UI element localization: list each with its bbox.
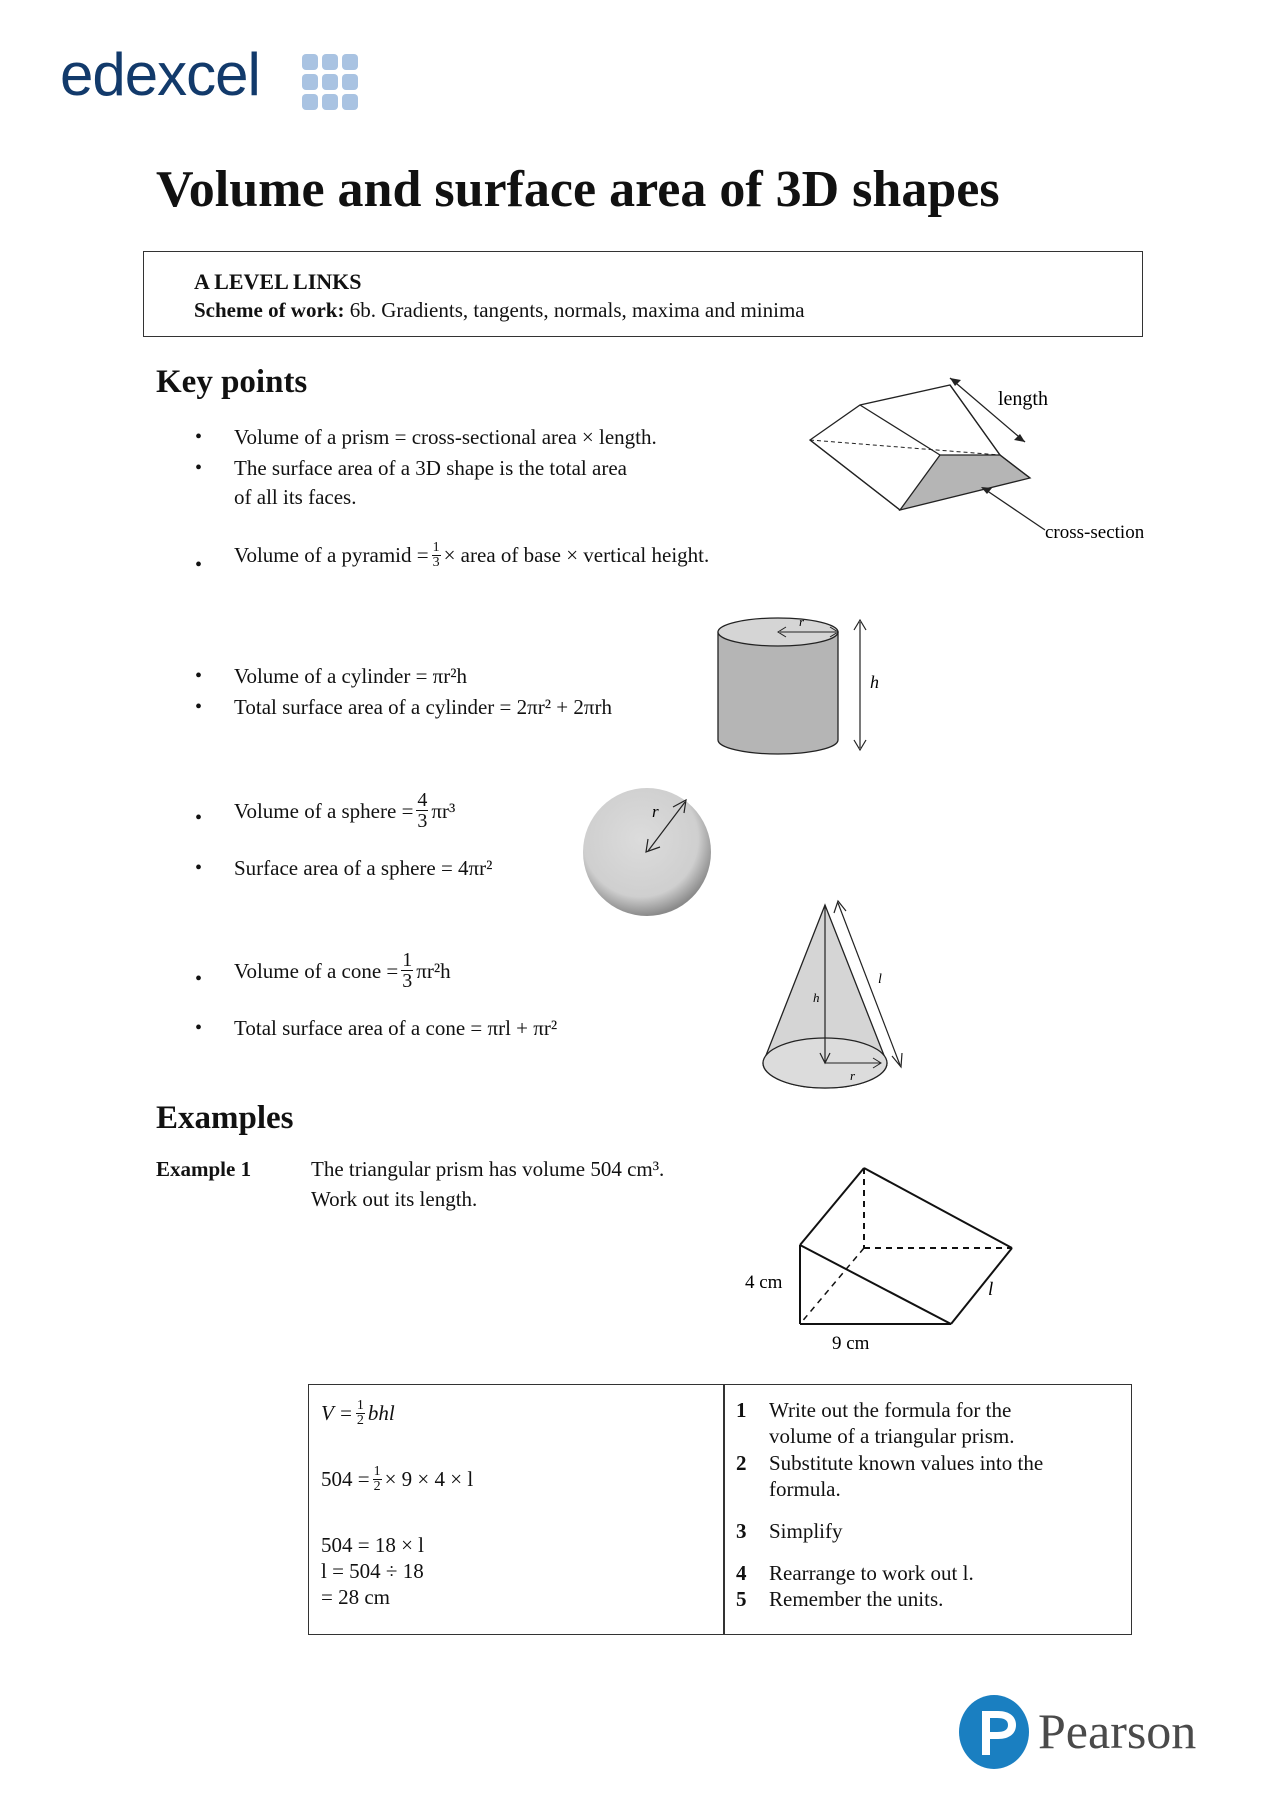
step-text: Remember the units.: [769, 1587, 944, 1611]
work-line-1: [321, 1399, 395, 1428]
prism-length-label: length: [998, 388, 1048, 410]
step-number: 3: [736, 1519, 747, 1543]
cone-volume-pre: Volume of a cone =: [234, 958, 399, 983]
step-text: Rearrange to work out l.: [769, 1561, 974, 1585]
example-1-line2: Work out its length.: [311, 1187, 478, 1211]
prism-cross-section-label: cross-section: [1045, 522, 1145, 543]
pyramid-fraction: [432, 541, 441, 570]
triangular-prism-diagram: [740, 1160, 1030, 1355]
cylinder-volume-text: Volume of a cylinder = πr²h: [234, 664, 468, 688]
step-number: 5: [736, 1587, 747, 1611]
sphere-r-label: r: [652, 802, 659, 821]
sphere-volume-post: πr³: [431, 798, 456, 823]
tri-length-label: l: [988, 1279, 994, 1300]
cylinder-diagram: [712, 612, 892, 762]
sphere-volume-pre: Volume of a sphere =: [234, 798, 414, 823]
edexcel-logo-text: edexcel: [60, 41, 260, 108]
work-line-2-pre: 504 =: [321, 1467, 370, 1491]
bullet-icon: •: [195, 1017, 203, 1039]
a-level-links-box: [143, 251, 1143, 337]
bullet-icon: •: [195, 968, 203, 990]
step-number: 1: [736, 1398, 747, 1422]
worked-example-table: [308, 1384, 1132, 1635]
work-line-2-post: × 9 × 4 × l: [384, 1467, 474, 1491]
fraction-denominator: 2: [356, 1413, 364, 1428]
step-text: Write out the formula for the: [769, 1398, 1012, 1422]
prism-volume-text: Volume of a prism = cross-sectional area × length.: [234, 425, 657, 449]
cone-l-label: l: [878, 972, 882, 987]
fraction-denominator: 3: [417, 810, 428, 832]
sphere-diagram: [580, 785, 715, 920]
sphere-fraction: [416, 790, 428, 831]
work-line-2: [321, 1465, 473, 1494]
fraction-numerator: 1: [373, 1464, 381, 1479]
surface-area-line1: The surface area of a 3D shape is the total area: [234, 456, 627, 480]
surface-area-line2: of all its faces.: [234, 485, 357, 509]
fraction-numerator: 1: [432, 539, 440, 555]
work-line-5: = 28 cm: [321, 1585, 390, 1609]
pearson-logo-text: Pearson: [1038, 1703, 1197, 1759]
fraction-numerator: 4: [417, 789, 428, 811]
sphere-surface-text: Surface area of a sphere = 4πr²: [234, 856, 493, 880]
step-text: formula.: [769, 1477, 841, 1501]
bullet-icon: •: [195, 857, 203, 879]
fraction-denominator: 3: [402, 970, 413, 992]
bullet-icon: •: [195, 696, 203, 718]
half-fraction: [356, 1399, 365, 1428]
cone-diagram: [755, 895, 915, 1095]
pyramid-post: × area of base × vertical height.: [443, 543, 710, 567]
example-1-label: Example 1: [156, 1157, 252, 1181]
bullet-icon: •: [195, 426, 203, 448]
step-text: Substitute known values into the: [769, 1451, 1044, 1475]
sphere-volume-text: [234, 790, 455, 831]
bullet-icon: •: [195, 807, 203, 829]
page-title: Volume and surface area of 3D shapes: [156, 161, 1000, 218]
pearson-logo-icon: [958, 1693, 1030, 1771]
fraction-numerator: 1: [402, 949, 413, 971]
edexcel-grid-icon: [302, 54, 362, 112]
fraction-denominator: 3: [432, 554, 440, 570]
fraction-numerator: 1: [356, 1398, 364, 1413]
cone-surface-text: Total surface area of a cone = πrl + πr²: [234, 1016, 558, 1040]
tri-height-label: 4 cm: [745, 1272, 783, 1293]
cylinder-r-label: r: [799, 614, 805, 629]
work-line-3: 504 = 18 × l: [321, 1533, 425, 1557]
links-heading: A LEVEL LINKS: [194, 269, 362, 294]
cone-fraction: [401, 950, 413, 991]
work-line-4: l = 504 ÷ 18: [321, 1559, 424, 1583]
step-text: volume of a triangular prism.: [769, 1424, 1015, 1448]
cylinder-h-label: h: [870, 672, 879, 692]
pyramid-volume-text: [234, 540, 709, 570]
cone-volume-post: πr²h: [416, 958, 451, 983]
cone-h-label: h: [813, 990, 820, 1005]
work-line-1-post: bhl: [367, 1401, 395, 1425]
examples-heading: Examples: [156, 1100, 294, 1136]
table-divider: [723, 1385, 725, 1634]
cylinder-surface-text: Total surface area of a cylinder = 2πr² + 2πrh: [234, 695, 612, 719]
pyramid-pre: Volume of a pyramid =: [234, 543, 429, 567]
scheme-of-work: [194, 298, 805, 323]
scheme-label: Scheme of work:: [194, 298, 345, 322]
fraction-denominator: 2: [373, 1479, 381, 1494]
half-fraction: [373, 1465, 382, 1494]
cone-volume-text: [234, 950, 451, 991]
scheme-value: 6b. Gradients, tangents, normals, maxima and minima: [349, 298, 805, 322]
step-number: 4: [736, 1561, 747, 1585]
prism-diagram: [800, 370, 1180, 550]
cone-r-label: r: [850, 1068, 856, 1083]
step-text: Simplify: [769, 1519, 843, 1543]
work-line-1-pre: V =: [321, 1401, 353, 1425]
example-1-line1: The triangular prism has volume 504 cm³.: [311, 1157, 665, 1181]
key-points-heading: Key points: [156, 364, 308, 400]
tri-base-label: 9 cm: [832, 1333, 870, 1354]
bullet-icon: •: [195, 665, 203, 687]
bullet-icon: •: [195, 457, 203, 479]
bullet-icon: •: [195, 554, 203, 576]
step-number: 2: [736, 1451, 747, 1475]
